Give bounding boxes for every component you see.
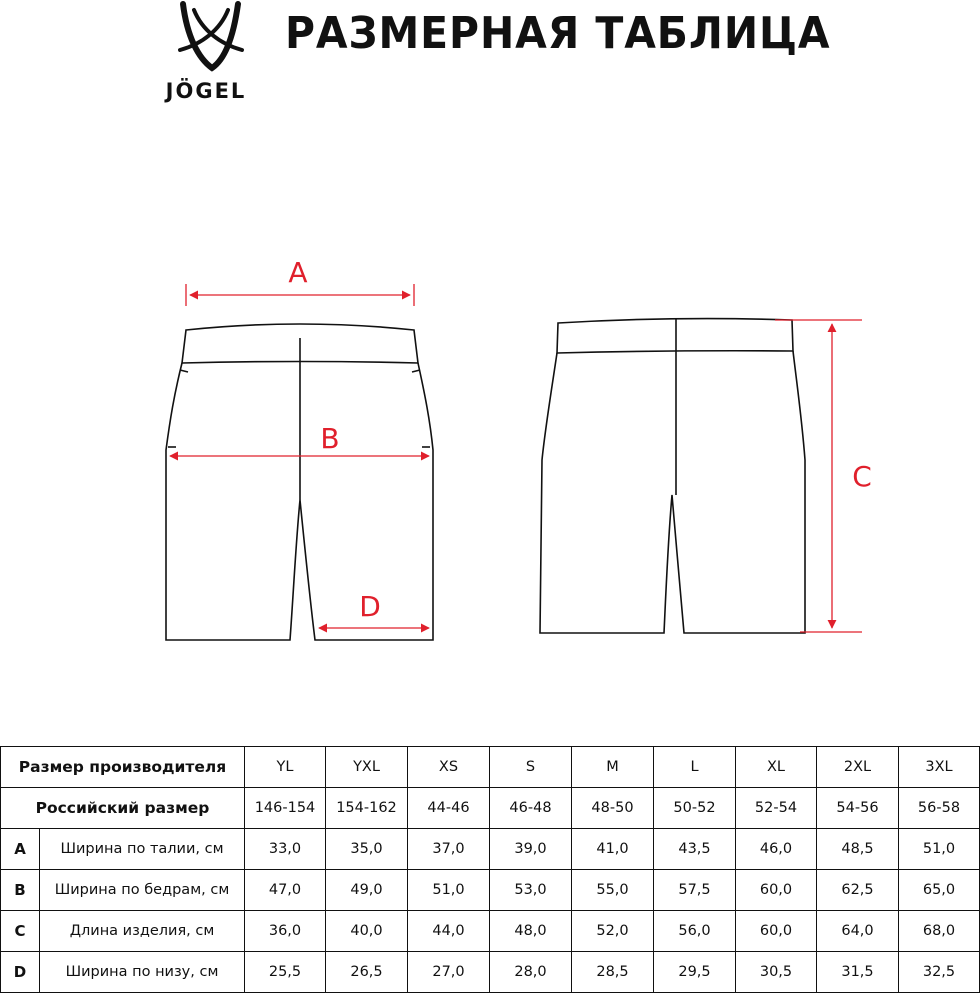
value-cell: 28,0: [490, 952, 572, 993]
value-cell: 64,0: [817, 911, 899, 952]
ru-size-cell: 54-56: [817, 788, 899, 829]
value-cell: 55,0: [572, 870, 654, 911]
value-cell: 46,0: [736, 829, 817, 870]
value-cell: 33,0: [245, 829, 326, 870]
row-letter: D: [1, 952, 40, 993]
value-cell: 49,0: [326, 870, 408, 911]
value-cell: 39,0: [490, 829, 572, 870]
size-cell: YL: [245, 747, 326, 788]
table-row-measurement-a: [1, 829, 980, 870]
size-cell: M: [572, 747, 654, 788]
page-title: РАЗМЕРНАЯ ТАБЛИЦА: [285, 8, 831, 59]
row-letter: C: [1, 911, 40, 952]
label-c: C: [852, 460, 872, 493]
value-cell: 65,0: [899, 870, 980, 911]
label-b: B: [320, 422, 340, 455]
size-table: [0, 746, 980, 993]
ru-size-cell: 50-52: [654, 788, 736, 829]
ru-size-cell: 146-154: [245, 788, 326, 829]
value-cell: 48,0: [490, 911, 572, 952]
table-row-measurement-b: [1, 870, 980, 911]
value-cell: 36,0: [245, 911, 326, 952]
value-cell: 37,0: [408, 829, 490, 870]
table-row-russian-size: [1, 788, 980, 829]
size-cell: XS: [408, 747, 490, 788]
value-cell: 60,0: [736, 870, 817, 911]
row-label: Длина изделия, см: [40, 911, 245, 952]
label-d: D: [359, 590, 381, 623]
value-cell: 44,0: [408, 911, 490, 952]
value-cell: 41,0: [572, 829, 654, 870]
value-cell: 43,5: [654, 829, 736, 870]
value-cell: 68,0: [899, 911, 980, 952]
value-cell: 25,5: [245, 952, 326, 993]
row-letter: A: [1, 829, 40, 870]
value-cell: 57,5: [654, 870, 736, 911]
table-row-measurement-d: [1, 952, 980, 993]
value-cell: 27,0: [408, 952, 490, 993]
ru-size-cell: 56-58: [899, 788, 980, 829]
label-a: A: [288, 256, 308, 289]
value-cell: 47,0: [245, 870, 326, 911]
value-cell: 51,0: [899, 829, 980, 870]
size-cell: YXL: [326, 747, 408, 788]
ru-size-cell: 46-48: [490, 788, 572, 829]
value-cell: 52,0: [572, 911, 654, 952]
shorts-diagram: [0, 240, 980, 660]
value-cell: 31,5: [817, 952, 899, 993]
value-cell: 35,0: [326, 829, 408, 870]
ru-size-cell: 52-54: [736, 788, 817, 829]
russian-size-label: Российский размер: [1, 788, 245, 829]
value-cell: 56,0: [654, 911, 736, 952]
size-cell: L: [654, 747, 736, 788]
ru-size-cell: 48-50: [572, 788, 654, 829]
value-cell: 30,5: [736, 952, 817, 993]
row-label: Ширина по низу, см: [40, 952, 245, 993]
value-cell: 60,0: [736, 911, 817, 952]
value-cell: 26,5: [326, 952, 408, 993]
shorts-back-view: [540, 318, 805, 633]
table-row-measurement-c: [1, 911, 980, 952]
value-cell: 48,5: [817, 829, 899, 870]
table-row-manufacturer-size: [1, 747, 980, 788]
value-cell: 29,5: [654, 952, 736, 993]
row-letter: B: [1, 870, 40, 911]
value-cell: 53,0: [490, 870, 572, 911]
row-label: Ширина по бедрам, см: [40, 870, 245, 911]
value-cell: 28,5: [572, 952, 654, 993]
size-cell: 3XL: [899, 747, 980, 788]
shorts-front-view: [166, 324, 433, 640]
value-cell: 32,5: [899, 952, 980, 993]
value-cell: 62,5: [817, 870, 899, 911]
row-label: Ширина по талии, см: [40, 829, 245, 870]
size-cell: 2XL: [817, 747, 899, 788]
ru-size-cell: 44-46: [408, 788, 490, 829]
brand-wordmark: JÖGEL: [165, 79, 247, 103]
value-cell: 40,0: [326, 911, 408, 952]
ru-size-cell: 154-162: [326, 788, 408, 829]
size-cell: S: [490, 747, 572, 788]
manufacturer-size-label: Размер производителя: [1, 747, 245, 788]
value-cell: 51,0: [408, 870, 490, 911]
size-cell: XL: [736, 747, 817, 788]
